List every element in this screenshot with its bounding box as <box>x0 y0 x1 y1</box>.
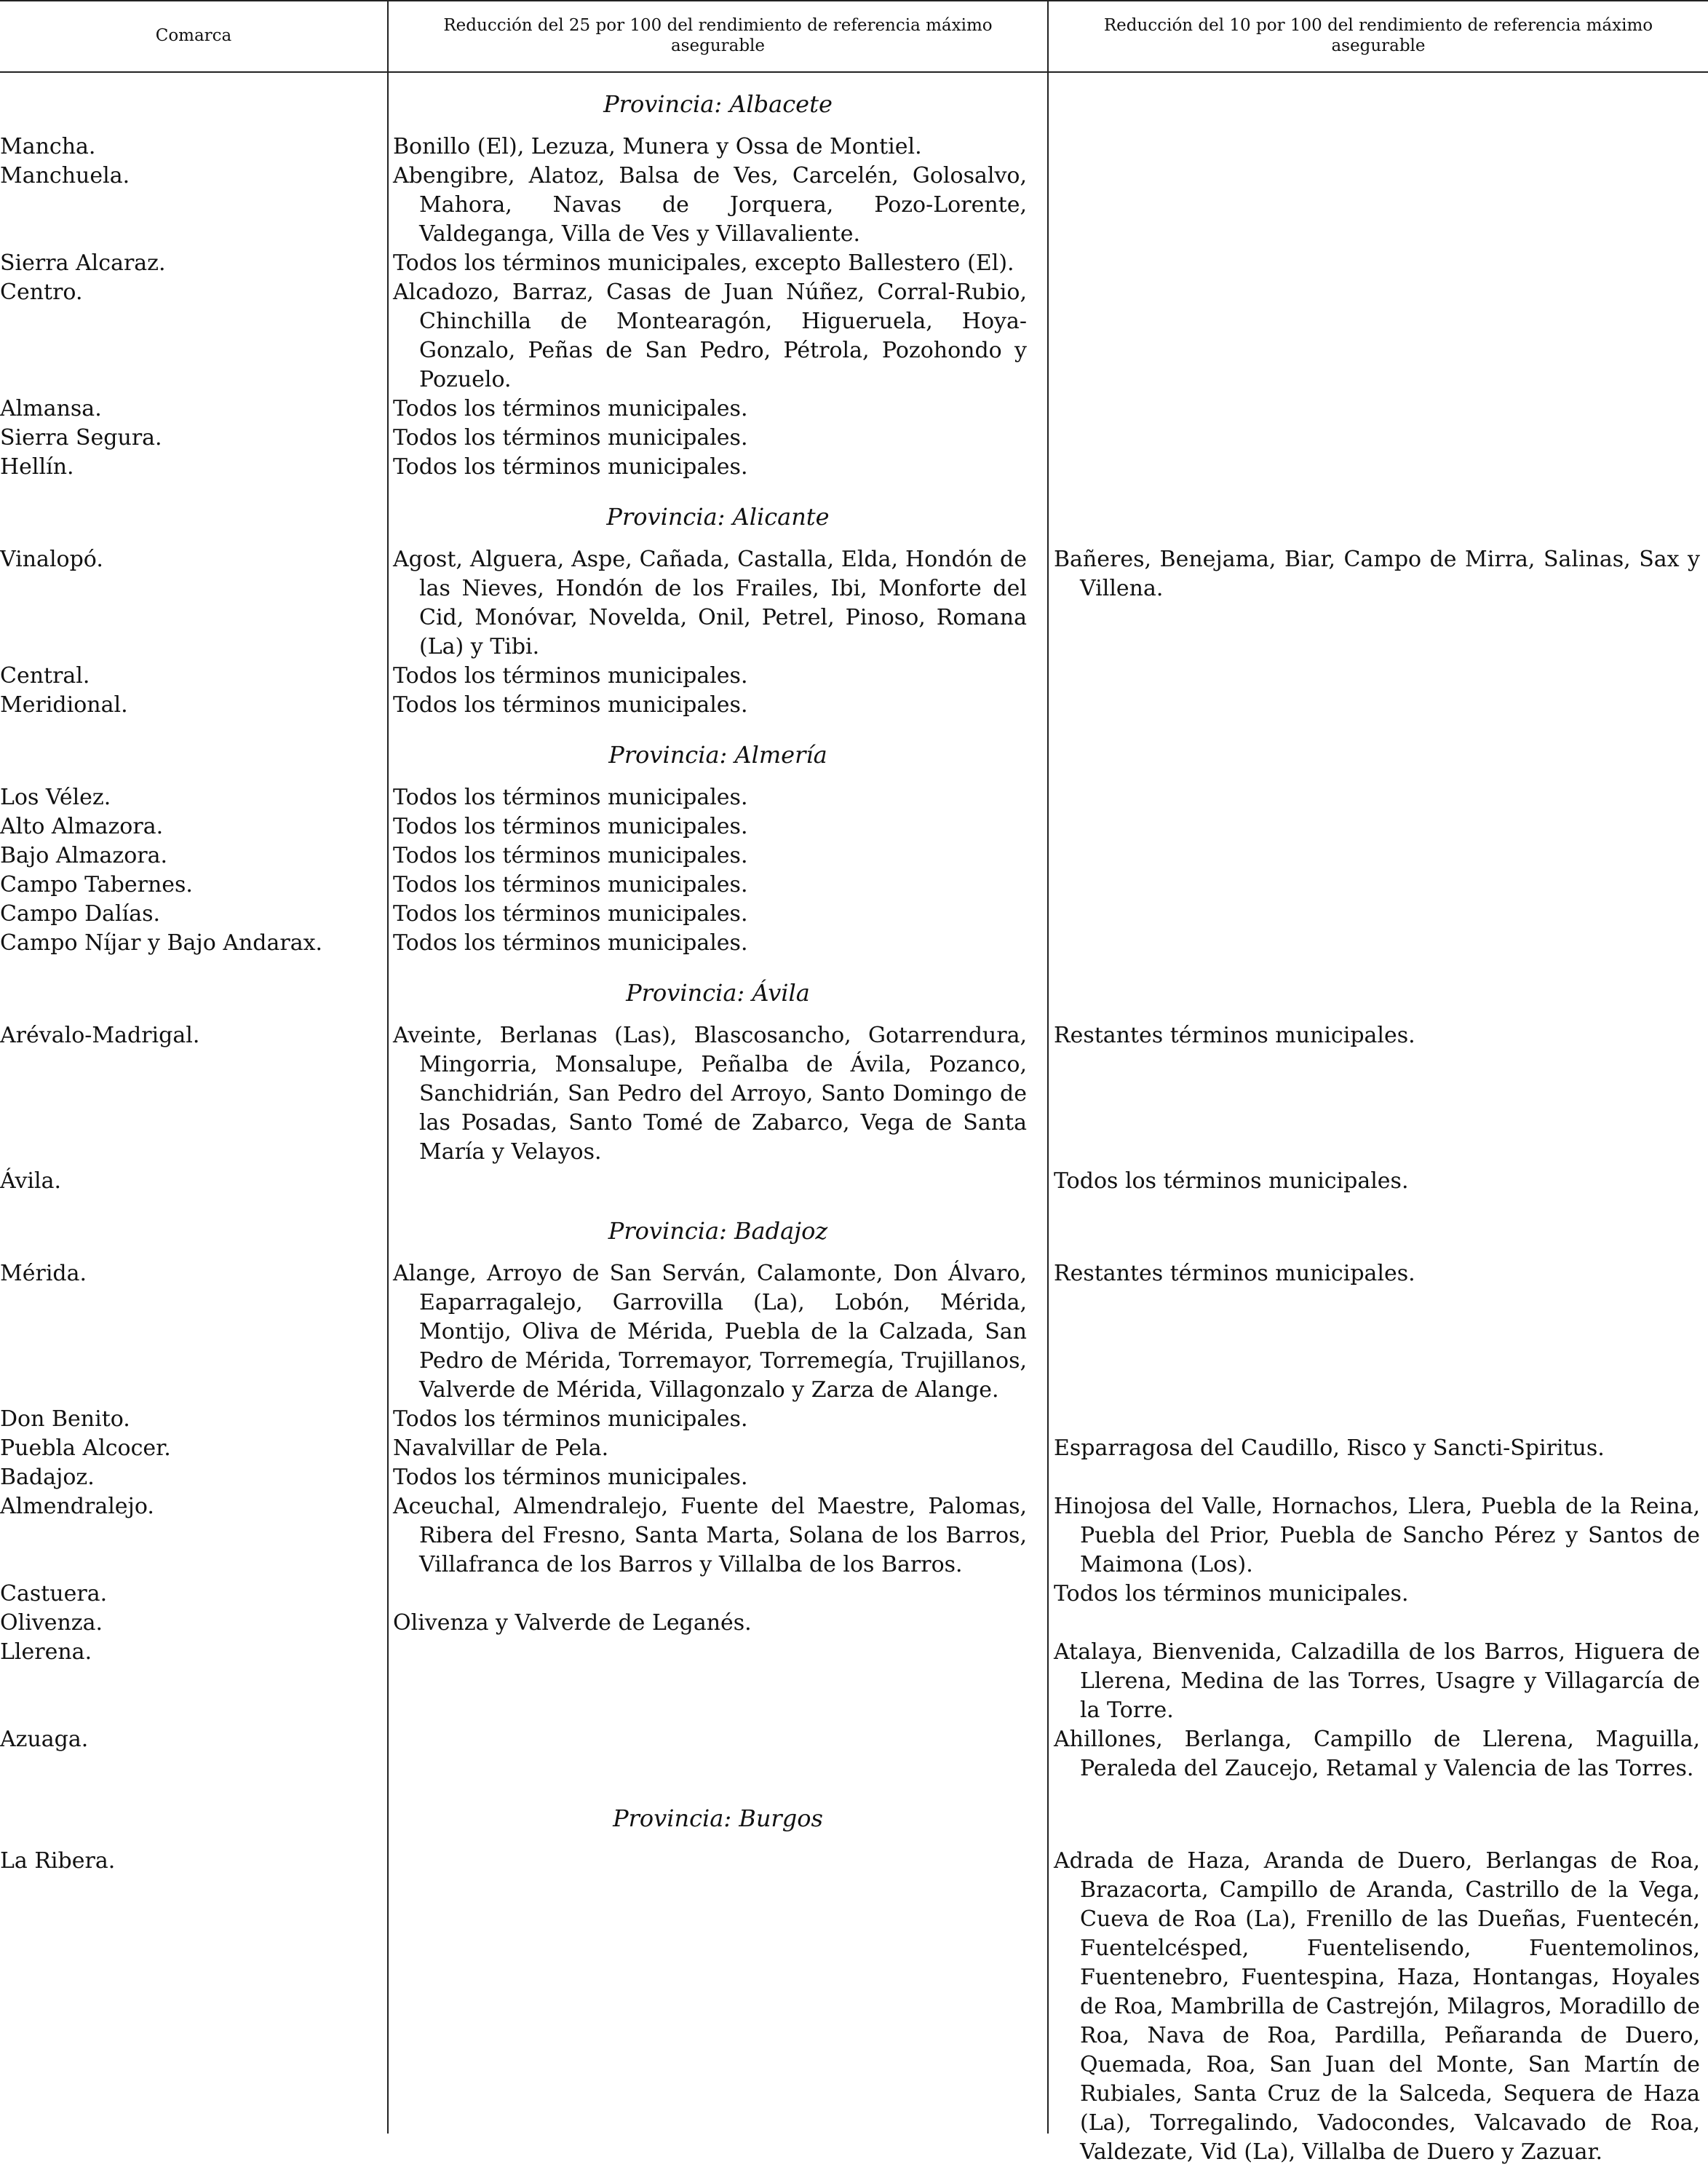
reduction-25-cell: Todos los términos municipales. <box>393 692 748 718</box>
comarca-cell: Centro. <box>0 280 83 305</box>
reduction-25-cell: Navalvillar de Pela. <box>393 1435 609 1461</box>
reduction-25-cell: Todos los términos municipales. <box>393 1406 748 1432</box>
table-row <box>0 1434 1708 1463</box>
reduction-10-cell: Bañeres, Benejama, Biar, Campo de Mirra, Salinas, Sax y Villena. <box>1054 547 1700 601</box>
table-row <box>0 1725 1708 1783</box>
table-row <box>0 812 1708 841</box>
comarca-cell: Campo Tabernes. <box>0 872 193 898</box>
comarca-cell: Don Benito. <box>0 1406 130 1432</box>
comarca-cell: Ávila. <box>0 1168 62 1194</box>
comarca-cell: Azuaga. <box>0 1727 89 1752</box>
table-row <box>0 1609 1708 1638</box>
reduction-25-cell: Todos los términos municipales. <box>393 901 748 927</box>
table-row <box>0 1167 1708 1196</box>
section-gap <box>0 720 1708 740</box>
reduction-10-cell: Ahillones, Berlanga, Campillo de Llerena, Maguilla, Peraleda del Zaucejo, Retamal y Valencia de las Torres. <box>1054 1727 1700 1781</box>
header-bottom-rule <box>0 71 1708 73</box>
table-row <box>0 453 1708 482</box>
header-comarca: Comarca <box>155 26 232 45</box>
reduction-25-cell: Todos los términos municipales. <box>393 425 748 451</box>
comarca-cell: Arévalo-Madrigal. <box>0 1023 200 1048</box>
comarca-cell: La Ribera. <box>0 1848 116 1874</box>
header-reduction-10: Reducción del 10 por 100 del rendimiento de referencia máximo asegurable <box>1103 16 1653 55</box>
table-row <box>0 395 1708 424</box>
reduction-25-cell: Todos los términos municipales. <box>393 814 748 839</box>
reduction-25-cell: Alange, Arroyo de San Serván, Calamonte, Don Álvaro, Eaparragalejo, Garrovilla (La), Lobón, Mérida, Montijo, Oliva de Mérida, Puebla de la Calzada, San Pedro de Mérida, Torremayor, Torremegía, Trujillanos, Valverde de Mérida, Villagonzalo y Zarza de Alange. <box>393 1261 1027 1403</box>
comarca-cell: Los Vélez. <box>0 785 111 810</box>
reduction-25-cell: Todos los términos municipales. <box>393 1465 748 1490</box>
table-row <box>0 424 1708 453</box>
table-row <box>0 900 1708 929</box>
reduction-25-cell: Aveinte, Berlanas (Las), Blascosancho, Gotarrendura, Mingorria, Monsalupe, Peñalba de Ávila, Pozanco, Sanchidrián, San Pedro del Arroyo, Santo Domingo de las Posadas, Santo Tomé de Zabarco, Vega de Santa María y Velayos. <box>393 1023 1027 1165</box>
section-gap <box>0 482 1708 502</box>
section-gap <box>0 958 1708 978</box>
reduction-25-cell: Olivenza y Valverde de Leganés. <box>393 1610 752 1636</box>
province-heading: Provincia: Alicante <box>606 503 830 531</box>
reduction-25-cell: Aceuchal, Almendralejo, Fuente del Maestre, Palomas, Ribera del Fresno, Santa Marta, Solana de los Barros, Villafranca de los Barros y Villalba de los Barros. <box>393 1494 1027 1577</box>
table-row <box>0 1405 1708 1434</box>
reduction-25-cell: Bonillo (El), Lezuza, Munera y Ossa de Montiel. <box>393 134 922 159</box>
reduction-10-cell: Esparragosa del Caudillo, Risco y Sancti-Spiritus. <box>1054 1435 1605 1461</box>
comarca-cell: Manchuela. <box>0 163 130 189</box>
table-row <box>0 249 1708 278</box>
table-row <box>0 1492 1708 1580</box>
comarca-cell: Central. <box>0 663 90 689</box>
reduction-10-cell: Hinojosa del Valle, Hornachos, Llera, Puebla de la Reina, Puebla del Prior, Puebla de Sancho Pérez y Santos de Maimona (Los). <box>1054 1494 1700 1577</box>
reduction-25-cell: Todos los términos municipales. <box>393 930 748 956</box>
table-row <box>0 783 1708 812</box>
table-row <box>0 1580 1708 1609</box>
table-row <box>0 1847 1708 2167</box>
comarca-cell: Castuera. <box>0 1581 108 1607</box>
table-row <box>0 545 1708 662</box>
comarca-cell: Almansa. <box>0 396 102 421</box>
reduction-10-cell: Restantes términos municipales. <box>1054 1261 1415 1286</box>
reduction-25-cell: Todos los términos municipales. <box>393 843 748 868</box>
reduction-10-cell: Atalaya, Bienvenida, Calzadilla de los Barros, Higuera de Llerena, Medina de las Torres, Usagre y Villagarcía de la Torre. <box>1054 1639 1700 1723</box>
comarca-cell: Hellín. <box>0 454 74 480</box>
reduction-10-cell: Todos los términos municipales. <box>1054 1581 1409 1607</box>
comarca-cell: Badajoz. <box>0 1465 95 1490</box>
reduction-25-cell: Todos los términos municipales. <box>393 454 748 480</box>
comarca-cell: Campo Níjar y Bajo Andarax. <box>0 930 323 956</box>
table-row <box>0 1021 1708 1167</box>
reduction-25-cell: Todos los términos municipales. <box>393 663 748 689</box>
comarca-cell: Llerena. <box>0 1639 92 1665</box>
table-row <box>0 1259 1708 1405</box>
table-row <box>0 691 1708 720</box>
province-heading: Provincia: Almería <box>608 741 827 769</box>
section-gap <box>0 1783 1708 1804</box>
table-row <box>0 662 1708 691</box>
comarca-cell: Campo Dalías. <box>0 901 161 927</box>
table-row <box>0 841 1708 871</box>
reduction-25-cell: Agost, Alguera, Aspe, Cañada, Castalla, Elda, Hondón de las Nieves, Hondón de los Frailes, Ibi, Monforte del Cid, Monóvar, Novelda, Onil, Petrel, Pinoso, Romana (La) y Tibi. <box>393 547 1027 659</box>
reduction-25-cell: Todos los términos municipales. <box>393 785 748 810</box>
comarca-cell: Mérida. <box>0 1261 87 1286</box>
comarca-cell: Bajo Almazora. <box>0 843 168 868</box>
reduction-25-cell: Alcadozo, Barraz, Casas de Juan Núñez, Corral-Rubio, Chinchilla de Montearagón, Higueruela, Hoya-Gonzalo, Peñas de San Pedro, Pétrola, Pozohondo y Pozuelo. <box>393 280 1027 392</box>
comarca-cell: Mancha. <box>0 134 96 159</box>
comarca-cell: Almendralejo. <box>0 1494 154 1519</box>
province-heading: Provincia: Albacete <box>603 90 833 118</box>
reduction-10-cell: Restantes términos municipales. <box>1054 1023 1415 1048</box>
comarca-cell: Sierra Alcaraz. <box>0 250 166 276</box>
reduction-10-cell: Todos los términos municipales. <box>1054 1168 1409 1194</box>
section-gap <box>0 1196 1708 1216</box>
comarca-cell: Alto Almazora. <box>0 814 164 839</box>
table-row <box>0 871 1708 900</box>
comarca-cell: Vinalopó. <box>0 547 103 572</box>
comarca-cell: Puebla Alcocer. <box>0 1435 171 1461</box>
table-row <box>0 132 1708 162</box>
table-row <box>0 1463 1708 1492</box>
province-heading: Provincia: Burgos <box>613 1804 823 1832</box>
table-row <box>0 162 1708 249</box>
reduction-25-cell: Abengibre, Alatoz, Balsa de Ves, Carcelén, Golosalvo, Mahora, Navas de Jorquera, Pozo-Lorente, Valdeganga, Villa de Ves y Villavaliente. <box>393 163 1027 247</box>
table-row <box>0 1638 1708 1725</box>
comarca-cell: Olivenza. <box>0 1610 103 1636</box>
reduction-25-cell: Todos los términos municipales, excepto Ballestero (El). <box>393 250 1014 276</box>
table-body <box>0 90 1708 2167</box>
reduction-25-cell: Todos los términos municipales. <box>393 872 748 898</box>
reduction-10-cell: Adrada de Haza, Aranda de Duero, Berlangas de Roa, Brazacorta, Campillo de Aranda, Castrillo de la Vega, Cueva de Roa (La), Frenillo de las Dueñas, Fuentecén, Fuentelcésped, Fuentelisendo, Fuentemolinos, Fuentenebro, Fuentespina, Haza, Hontangas, Hoyales de Roa, Mambrilla de Castrejón, Milagros, Moradillo de Roa, Nava de Roa, Pardilla, Peñaranda de Duero, Quemada, Roa, San Juan del Monte, San Martín de Rubiales, Santa Cruz de la Salceda, Sequera de Haza (La), Torregalindo, Vadocondes, Valcavado de Roa, Valdezate, Vid (La), Villalba de Duero y Zazuar. <box>1054 1848 1700 2165</box>
comarca-cell: Meridional. <box>0 692 128 718</box>
table-row <box>0 278 1708 395</box>
comarca-cell: Sierra Segura. <box>0 425 162 451</box>
province-heading: Provincia: Ávila <box>626 979 810 1007</box>
province-heading: Provincia: Badajoz <box>608 1217 828 1245</box>
reduction-25-cell: Todos los términos municipales. <box>393 396 748 421</box>
header-reduction-25: Reducción del 25 por 100 del rendimiento de referencia máximo asegurable <box>443 16 993 55</box>
table-row <box>0 929 1708 958</box>
